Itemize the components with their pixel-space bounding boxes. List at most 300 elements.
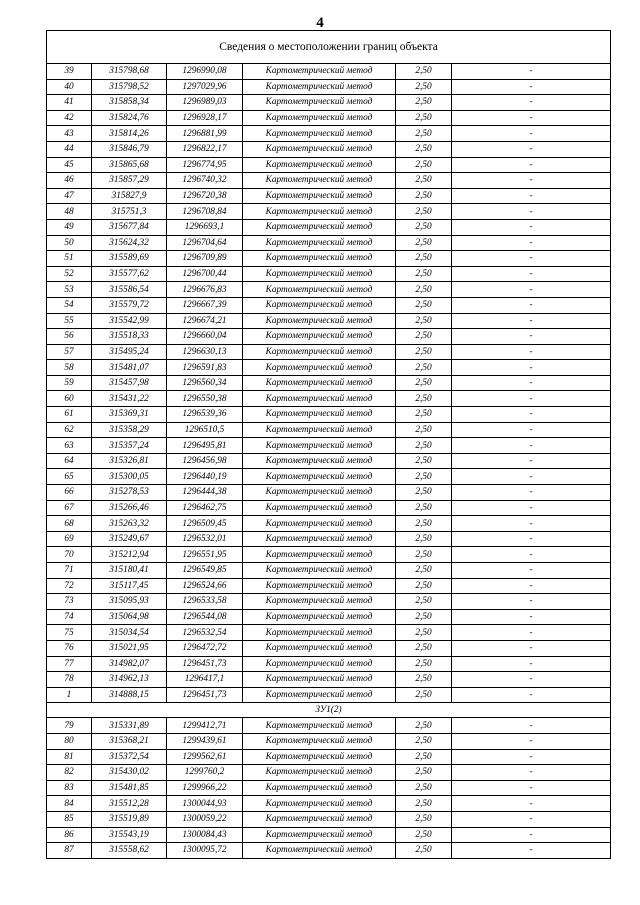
accuracy-cell: 2,50: [396, 656, 452, 672]
table-row: [47, 796, 611, 812]
x-coordinate-cell: 314982,07: [92, 656, 167, 672]
description-cell: -: [452, 485, 611, 501]
accuracy-cell: 2,50: [396, 578, 452, 594]
y-coordinate-cell: 1296720,38: [167, 188, 243, 204]
x-coordinate-cell: 315798,52: [92, 79, 167, 95]
description-cell: -: [452, 749, 611, 765]
method-cell: Картометрический метод: [243, 344, 396, 360]
y-coordinate-cell: 1296700,44: [167, 266, 243, 282]
point-number-cell: 62: [47, 422, 92, 438]
accuracy-cell: 2,50: [396, 173, 452, 189]
point-number-cell: 81: [47, 749, 92, 765]
point-number-cell: 47: [47, 188, 92, 204]
x-coordinate-cell: 315624,32: [92, 235, 167, 251]
table-row: [47, 219, 611, 235]
x-coordinate-cell: 315677,84: [92, 219, 167, 235]
table-row: [47, 64, 611, 80]
description-cell: -: [452, 282, 611, 298]
method-cell: Картометрический метод: [243, 765, 396, 781]
x-coordinate-cell: 315865,68: [92, 157, 167, 173]
accuracy-cell: 2,50: [396, 672, 452, 688]
description-cell: -: [452, 313, 611, 329]
accuracy-cell: 2,50: [396, 765, 452, 781]
accuracy-cell: 2,50: [396, 204, 452, 220]
method-cell: Картометрический метод: [243, 422, 396, 438]
table-row: [47, 329, 611, 345]
description-cell: -: [452, 811, 611, 827]
description-cell: -: [452, 141, 611, 157]
description-cell: -: [452, 516, 611, 532]
method-cell: Картометрический метод: [243, 827, 396, 843]
y-coordinate-cell: 1296462,75: [167, 500, 243, 516]
y-coordinate-cell: 1296676,83: [167, 282, 243, 298]
y-coordinate-cell: 1296472,72: [167, 640, 243, 656]
method-cell: Картометрический метод: [243, 110, 396, 126]
table-row: [47, 407, 611, 423]
point-number-cell: 57: [47, 344, 92, 360]
y-coordinate-cell: 1296444,38: [167, 485, 243, 501]
description-cell: -: [452, 235, 611, 251]
accuracy-cell: 2,50: [396, 531, 452, 547]
description-cell: -: [452, 64, 611, 80]
accuracy-cell: 2,50: [396, 344, 452, 360]
accuracy-cell: 2,50: [396, 516, 452, 532]
method-cell: Картометрический метод: [243, 79, 396, 95]
x-coordinate-cell: 314962,13: [92, 672, 167, 688]
table-row: [47, 438, 611, 454]
table-row: [47, 360, 611, 376]
accuracy-cell: 2,50: [396, 843, 452, 859]
table-row: [47, 95, 611, 111]
y-coordinate-cell: 1296524,66: [167, 578, 243, 594]
point-number-cell: 45: [47, 157, 92, 173]
y-coordinate-cell: 1296560,34: [167, 375, 243, 391]
table-header-row: [47, 31, 611, 64]
method-cell: Картометрический метод: [243, 516, 396, 532]
table-title: Сведения о местоположении границ объекта: [47, 31, 611, 64]
x-coordinate-cell: 315300,05: [92, 469, 167, 485]
point-number-cell: 74: [47, 609, 92, 625]
y-coordinate-cell: 1296532,01: [167, 531, 243, 547]
description-cell: -: [452, 733, 611, 749]
method-cell: Картометрический метод: [243, 438, 396, 454]
description-cell: -: [452, 110, 611, 126]
x-coordinate-cell: 315357,24: [92, 438, 167, 454]
x-coordinate-cell: 315021,95: [92, 640, 167, 656]
point-number-cell: 72: [47, 578, 92, 594]
x-coordinate-cell: 315518,33: [92, 329, 167, 345]
x-coordinate-cell: 315586,54: [92, 282, 167, 298]
description-cell: -: [452, 718, 611, 734]
method-cell: Картометрический метод: [243, 718, 396, 734]
table-row: [47, 469, 611, 485]
point-number-cell: 79: [47, 718, 92, 734]
point-number-cell: 80: [47, 733, 92, 749]
description-cell: -: [452, 656, 611, 672]
accuracy-cell: 2,50: [396, 547, 452, 563]
accuracy-cell: 2,50: [396, 594, 452, 610]
x-coordinate-cell: 315369,31: [92, 407, 167, 423]
x-coordinate-cell: 315095,93: [92, 594, 167, 610]
description-cell: -: [452, 204, 611, 220]
x-coordinate-cell: 314888,15: [92, 687, 167, 703]
accuracy-cell: 2,50: [396, 469, 452, 485]
y-coordinate-cell: 1296774,95: [167, 157, 243, 173]
x-coordinate-cell: 315558,62: [92, 843, 167, 859]
y-coordinate-cell: 1296532,54: [167, 625, 243, 641]
table-row: [47, 141, 611, 157]
point-number-cell: 49: [47, 219, 92, 235]
table-row: [47, 687, 611, 703]
description-cell: -: [452, 375, 611, 391]
description-cell: -: [452, 453, 611, 469]
y-coordinate-cell: 1296417,1: [167, 672, 243, 688]
method-cell: Картометрический метод: [243, 609, 396, 625]
accuracy-cell: 2,50: [396, 360, 452, 376]
accuracy-cell: 2,50: [396, 827, 452, 843]
description-cell: -: [452, 266, 611, 282]
y-coordinate-cell: 1300044,93: [167, 796, 243, 812]
point-number-cell: 67: [47, 500, 92, 516]
description-cell: -: [452, 79, 611, 95]
accuracy-cell: 2,50: [396, 422, 452, 438]
x-coordinate-cell: 315512,28: [92, 796, 167, 812]
accuracy-cell: 2,50: [396, 796, 452, 812]
description-cell: -: [452, 827, 611, 843]
y-coordinate-cell: 1296660,04: [167, 329, 243, 345]
method-cell: Картометрический метод: [243, 188, 396, 204]
point-number-cell: 77: [47, 656, 92, 672]
x-coordinate-cell: 315430,02: [92, 765, 167, 781]
boundary-table: [46, 30, 611, 859]
y-coordinate-cell: 1296990,08: [167, 64, 243, 80]
point-number-cell: 64: [47, 453, 92, 469]
table-row: [47, 578, 611, 594]
point-number-cell: 48: [47, 204, 92, 220]
accuracy-cell: 2,50: [396, 157, 452, 173]
table-row: [47, 500, 611, 516]
x-coordinate-cell: 315824,76: [92, 110, 167, 126]
description-cell: -: [452, 157, 611, 173]
table-row: [47, 531, 611, 547]
method-cell: Картометрический метод: [243, 547, 396, 563]
x-coordinate-cell: 315263,32: [92, 516, 167, 532]
x-coordinate-cell: 315266,46: [92, 500, 167, 516]
accuracy-cell: 2,50: [396, 219, 452, 235]
x-coordinate-cell: 315858,34: [92, 95, 167, 111]
description-cell: -: [452, 500, 611, 516]
point-number-cell: 82: [47, 765, 92, 781]
method-cell: Картометрический метод: [243, 843, 396, 859]
y-coordinate-cell: 1296550,38: [167, 391, 243, 407]
method-cell: Картометрический метод: [243, 141, 396, 157]
table-row: [47, 375, 611, 391]
point-number-cell: 63: [47, 438, 92, 454]
method-cell: Картометрический метод: [243, 780, 396, 796]
y-coordinate-cell: 1296440,19: [167, 469, 243, 485]
y-coordinate-cell: 1299412,71: [167, 718, 243, 734]
method-cell: Картометрический метод: [243, 485, 396, 501]
description-cell: -: [452, 422, 611, 438]
description-cell: -: [452, 547, 611, 563]
y-coordinate-cell: 1296667,39: [167, 297, 243, 313]
accuracy-cell: 2,50: [396, 79, 452, 95]
table-row: [47, 188, 611, 204]
table-row: [47, 640, 611, 656]
point-number-cell: 51: [47, 251, 92, 267]
method-cell: Картометрический метод: [243, 733, 396, 749]
point-number-cell: 41: [47, 95, 92, 111]
x-coordinate-cell: 315372,54: [92, 749, 167, 765]
accuracy-cell: 2,50: [396, 235, 452, 251]
y-coordinate-cell: 1296740,32: [167, 173, 243, 189]
point-number-cell: 66: [47, 485, 92, 501]
method-cell: Картометрический метод: [243, 656, 396, 672]
table-row: [47, 282, 611, 298]
accuracy-cell: 2,50: [396, 749, 452, 765]
x-coordinate-cell: 315481,85: [92, 780, 167, 796]
y-coordinate-cell: 1296881,99: [167, 126, 243, 142]
point-number-cell: 58: [47, 360, 92, 376]
accuracy-cell: 2,50: [396, 609, 452, 625]
method-cell: Картометрический метод: [243, 811, 396, 827]
y-coordinate-cell: 1296539,36: [167, 407, 243, 423]
description-cell: -: [452, 126, 611, 142]
point-number-cell: 75: [47, 625, 92, 641]
point-number-cell: 55: [47, 313, 92, 329]
method-cell: Картометрический метод: [243, 469, 396, 485]
x-coordinate-cell: 315798,68: [92, 64, 167, 80]
y-coordinate-cell: 1296451,73: [167, 656, 243, 672]
method-cell: Картометрический метод: [243, 219, 396, 235]
method-cell: Картометрический метод: [243, 594, 396, 610]
point-number-cell: 43: [47, 126, 92, 142]
x-coordinate-cell: 315481,07: [92, 360, 167, 376]
y-coordinate-cell: 1299966,22: [167, 780, 243, 796]
table-row: [47, 266, 611, 282]
section-row: [47, 703, 611, 718]
accuracy-cell: 2,50: [396, 811, 452, 827]
table-row: [47, 718, 611, 734]
accuracy-cell: 2,50: [396, 141, 452, 157]
x-coordinate-cell: 315326,81: [92, 453, 167, 469]
point-number-cell: 44: [47, 141, 92, 157]
y-coordinate-cell: 1296630,13: [167, 344, 243, 360]
point-number-cell: 53: [47, 282, 92, 298]
point-number-cell: 1: [47, 687, 92, 703]
method-cell: Картометрический метод: [243, 640, 396, 656]
x-coordinate-cell: 315589,69: [92, 251, 167, 267]
x-coordinate-cell: 315543,19: [92, 827, 167, 843]
accuracy-cell: 2,50: [396, 780, 452, 796]
table-row: [47, 765, 611, 781]
point-number-cell: 87: [47, 843, 92, 859]
x-coordinate-cell: 315542,99: [92, 313, 167, 329]
method-cell: Картометрический метод: [243, 578, 396, 594]
table-row: [47, 297, 611, 313]
description-cell: -: [452, 796, 611, 812]
y-coordinate-cell: 1300084,43: [167, 827, 243, 843]
table-row: [47, 313, 611, 329]
y-coordinate-cell: 1296674,21: [167, 313, 243, 329]
description-cell: -: [452, 251, 611, 267]
y-coordinate-cell: 1296989,03: [167, 95, 243, 111]
table-row: [47, 843, 611, 859]
y-coordinate-cell: 1300095,72: [167, 843, 243, 859]
point-number-cell: 65: [47, 469, 92, 485]
table-row: [47, 251, 611, 267]
method-cell: Картометрический метод: [243, 282, 396, 298]
table-row: [47, 110, 611, 126]
accuracy-cell: 2,50: [396, 297, 452, 313]
accuracy-cell: 2,50: [396, 640, 452, 656]
description-cell: -: [452, 843, 611, 859]
x-coordinate-cell: 315495,24: [92, 344, 167, 360]
table-row: [47, 547, 611, 563]
table-row: [47, 344, 611, 360]
accuracy-cell: 2,50: [396, 718, 452, 734]
x-coordinate-cell: 315212,94: [92, 547, 167, 563]
method-cell: Картометрический метод: [243, 749, 396, 765]
table-row: [47, 173, 611, 189]
table-row: [47, 827, 611, 843]
method-cell: Картометрический метод: [243, 126, 396, 142]
accuracy-cell: 2,50: [396, 485, 452, 501]
x-coordinate-cell: 315358,29: [92, 422, 167, 438]
point-number-cell: 76: [47, 640, 92, 656]
method-cell: Картометрический метод: [243, 204, 396, 220]
point-number-cell: 69: [47, 531, 92, 547]
y-coordinate-cell: 1296928,17: [167, 110, 243, 126]
point-number-cell: 86: [47, 827, 92, 843]
table-row: [47, 79, 611, 95]
method-cell: Картометрический метод: [243, 453, 396, 469]
point-number-cell: 59: [47, 375, 92, 391]
y-coordinate-cell: 1296693,1: [167, 219, 243, 235]
table-row: [47, 485, 611, 501]
description-cell: -: [452, 469, 611, 485]
y-coordinate-cell: 1299760,2: [167, 765, 243, 781]
point-number-cell: 85: [47, 811, 92, 827]
description-cell: -: [452, 391, 611, 407]
method-cell: Картометрический метод: [243, 64, 396, 80]
point-number-cell: 42: [47, 110, 92, 126]
accuracy-cell: 2,50: [396, 563, 452, 579]
table-row: [47, 563, 611, 579]
y-coordinate-cell: 1300059,22: [167, 811, 243, 827]
table-row: [47, 780, 611, 796]
table-row: [47, 749, 611, 765]
description-cell: -: [452, 344, 611, 360]
y-coordinate-cell: 1299562,61: [167, 749, 243, 765]
table-row: [47, 157, 611, 173]
accuracy-cell: 2,50: [396, 453, 452, 469]
x-coordinate-cell: 315519,89: [92, 811, 167, 827]
y-coordinate-cell: 1299439,61: [167, 733, 243, 749]
description-cell: -: [452, 765, 611, 781]
description-cell: -: [452, 687, 611, 703]
table-row: [47, 422, 611, 438]
description-cell: -: [452, 95, 611, 111]
y-coordinate-cell: 1296709,89: [167, 251, 243, 267]
point-number-cell: 73: [47, 594, 92, 610]
table-row: [47, 625, 611, 641]
y-coordinate-cell: 1296544,08: [167, 609, 243, 625]
table-row: [47, 733, 611, 749]
description-cell: -: [452, 594, 611, 610]
accuracy-cell: 2,50: [396, 251, 452, 267]
point-number-cell: 56: [47, 329, 92, 345]
table-row: [47, 391, 611, 407]
table-row: [47, 235, 611, 251]
x-coordinate-cell: 315278,53: [92, 485, 167, 501]
description-cell: -: [452, 297, 611, 313]
x-coordinate-cell: 315180,41: [92, 563, 167, 579]
x-coordinate-cell: 315117,45: [92, 578, 167, 594]
description-cell: -: [452, 360, 611, 376]
method-cell: Картометрический метод: [243, 235, 396, 251]
description-cell: -: [452, 563, 611, 579]
table-row: [47, 672, 611, 688]
method-cell: Картометрический метод: [243, 796, 396, 812]
table-row: [47, 811, 611, 827]
description-cell: -: [452, 438, 611, 454]
y-coordinate-cell: 1296509,45: [167, 516, 243, 532]
method-cell: Картометрический метод: [243, 95, 396, 111]
description-cell: -: [452, 329, 611, 345]
description-cell: -: [452, 578, 611, 594]
point-number-cell: 84: [47, 796, 92, 812]
description-cell: -: [452, 188, 611, 204]
accuracy-cell: 2,50: [396, 313, 452, 329]
point-number-cell: 54: [47, 297, 92, 313]
accuracy-cell: 2,50: [396, 733, 452, 749]
point-number-cell: 39: [47, 64, 92, 80]
x-coordinate-cell: 315457,98: [92, 375, 167, 391]
table-row: [47, 453, 611, 469]
x-coordinate-cell: 315064,98: [92, 609, 167, 625]
y-coordinate-cell: 1296551,95: [167, 547, 243, 563]
x-coordinate-cell: 315577,62: [92, 266, 167, 282]
point-number-cell: 78: [47, 672, 92, 688]
y-coordinate-cell: 1297029,96: [167, 79, 243, 95]
table-row: [47, 126, 611, 142]
description-cell: -: [452, 219, 611, 235]
description-cell: -: [452, 531, 611, 547]
method-cell: Картометрический метод: [243, 563, 396, 579]
point-number-cell: 46: [47, 173, 92, 189]
table-row: [47, 609, 611, 625]
method-cell: Картометрический метод: [243, 687, 396, 703]
accuracy-cell: 2,50: [396, 407, 452, 423]
point-number-cell: 40: [47, 79, 92, 95]
y-coordinate-cell: 1296495,81: [167, 438, 243, 454]
x-coordinate-cell: 315846,79: [92, 141, 167, 157]
description-cell: -: [452, 609, 611, 625]
y-coordinate-cell: 1296591,83: [167, 360, 243, 376]
y-coordinate-cell: 1296549,85: [167, 563, 243, 579]
method-cell: Картометрический метод: [243, 625, 396, 641]
accuracy-cell: 2,50: [396, 391, 452, 407]
x-coordinate-cell: 315857,29: [92, 173, 167, 189]
method-cell: Картометрический метод: [243, 391, 396, 407]
section-label: ЗУ1(2): [47, 703, 611, 718]
y-coordinate-cell: 1296510,5: [167, 422, 243, 438]
method-cell: Картометрический метод: [243, 251, 396, 267]
method-cell: Картометрический метод: [243, 297, 396, 313]
description-cell: -: [452, 640, 611, 656]
method-cell: Картометрический метод: [243, 375, 396, 391]
